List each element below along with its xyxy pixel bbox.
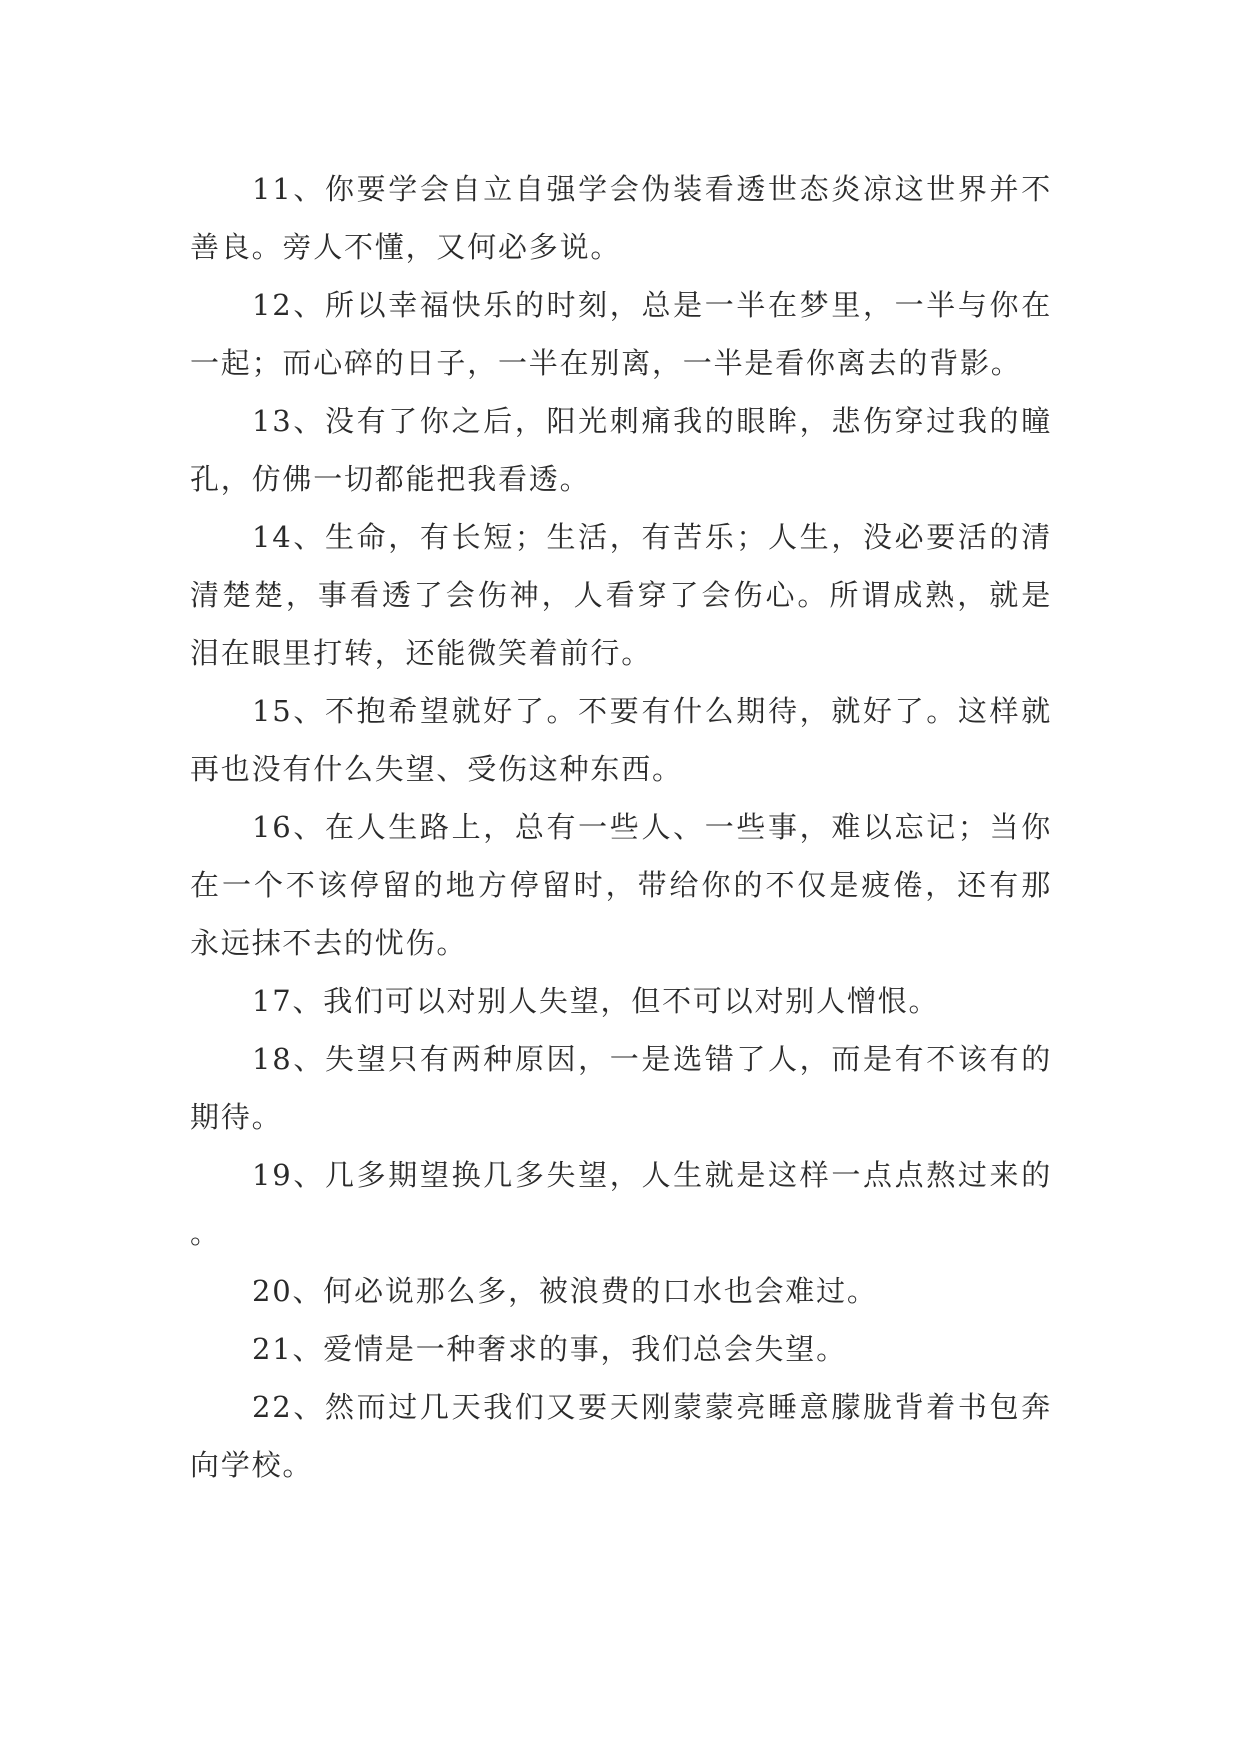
paragraph-19: 19、几多期望换几多失望，人生就是这样一点点熬过来的。 — [190, 1158, 1052, 1250]
paragraph-12: 12、所以幸福快乐的时刻，总是一半在梦里，一半与你在一起；而心碎的日子，一半在别离，一半是看你离去的背影。 — [190, 288, 1052, 380]
paragraph-18: 18、失望只有两种原因，一是选错了人，而是有不该有的期待。 — [190, 1042, 1052, 1134]
body-text — [190, 160, 1052, 1494]
paragraph-21: 21、爱情是一种奢求的事，我们总会失望。 — [252, 1332, 847, 1366]
paragraph-22: 22、然而过几天我们又要天刚蒙蒙亮睡意朦胧背着书包奔向学校。 — [190, 1390, 1052, 1482]
paragraph-14: 14、生命，有长短；生活，有苦乐；人生，没必要活的清清楚楚，事看透了会伤神，人看穿了会伤心。所谓成熟，就是泪在眼里打转，还能微笑着前行。 — [190, 520, 1052, 670]
paragraph-13: 13、没有了你之后，阳光刺痛我的眼眸，悲伤穿过我的瞳孔，仿佛一切都能把我看透。 — [190, 404, 1052, 496]
paragraph-17: 17、我们可以对别人失望，但不可以对别人憎恨。 — [252, 984, 940, 1018]
paragraph-11: 11、你要学会自立自强学会伪装看透世态炎凉这世界并不善良。旁人不懂，又何必多说。 — [190, 172, 1052, 264]
paragraph-16: 16、在人生路上，总有一些人、一些事，难以忘记；当你在一个不该停留的地方停留时，带给你的不仅是疲倦，还有那永远抹不去的忧伤。 — [190, 810, 1052, 960]
paragraph-15: 15、不抱希望就好了。不要有什么期待，就好了。这样就再也没有什么失望、受伤这种东西。 — [190, 694, 1052, 786]
paragraph-20: 20、何必说那么多，被浪费的口水也会难过。 — [252, 1274, 878, 1308]
